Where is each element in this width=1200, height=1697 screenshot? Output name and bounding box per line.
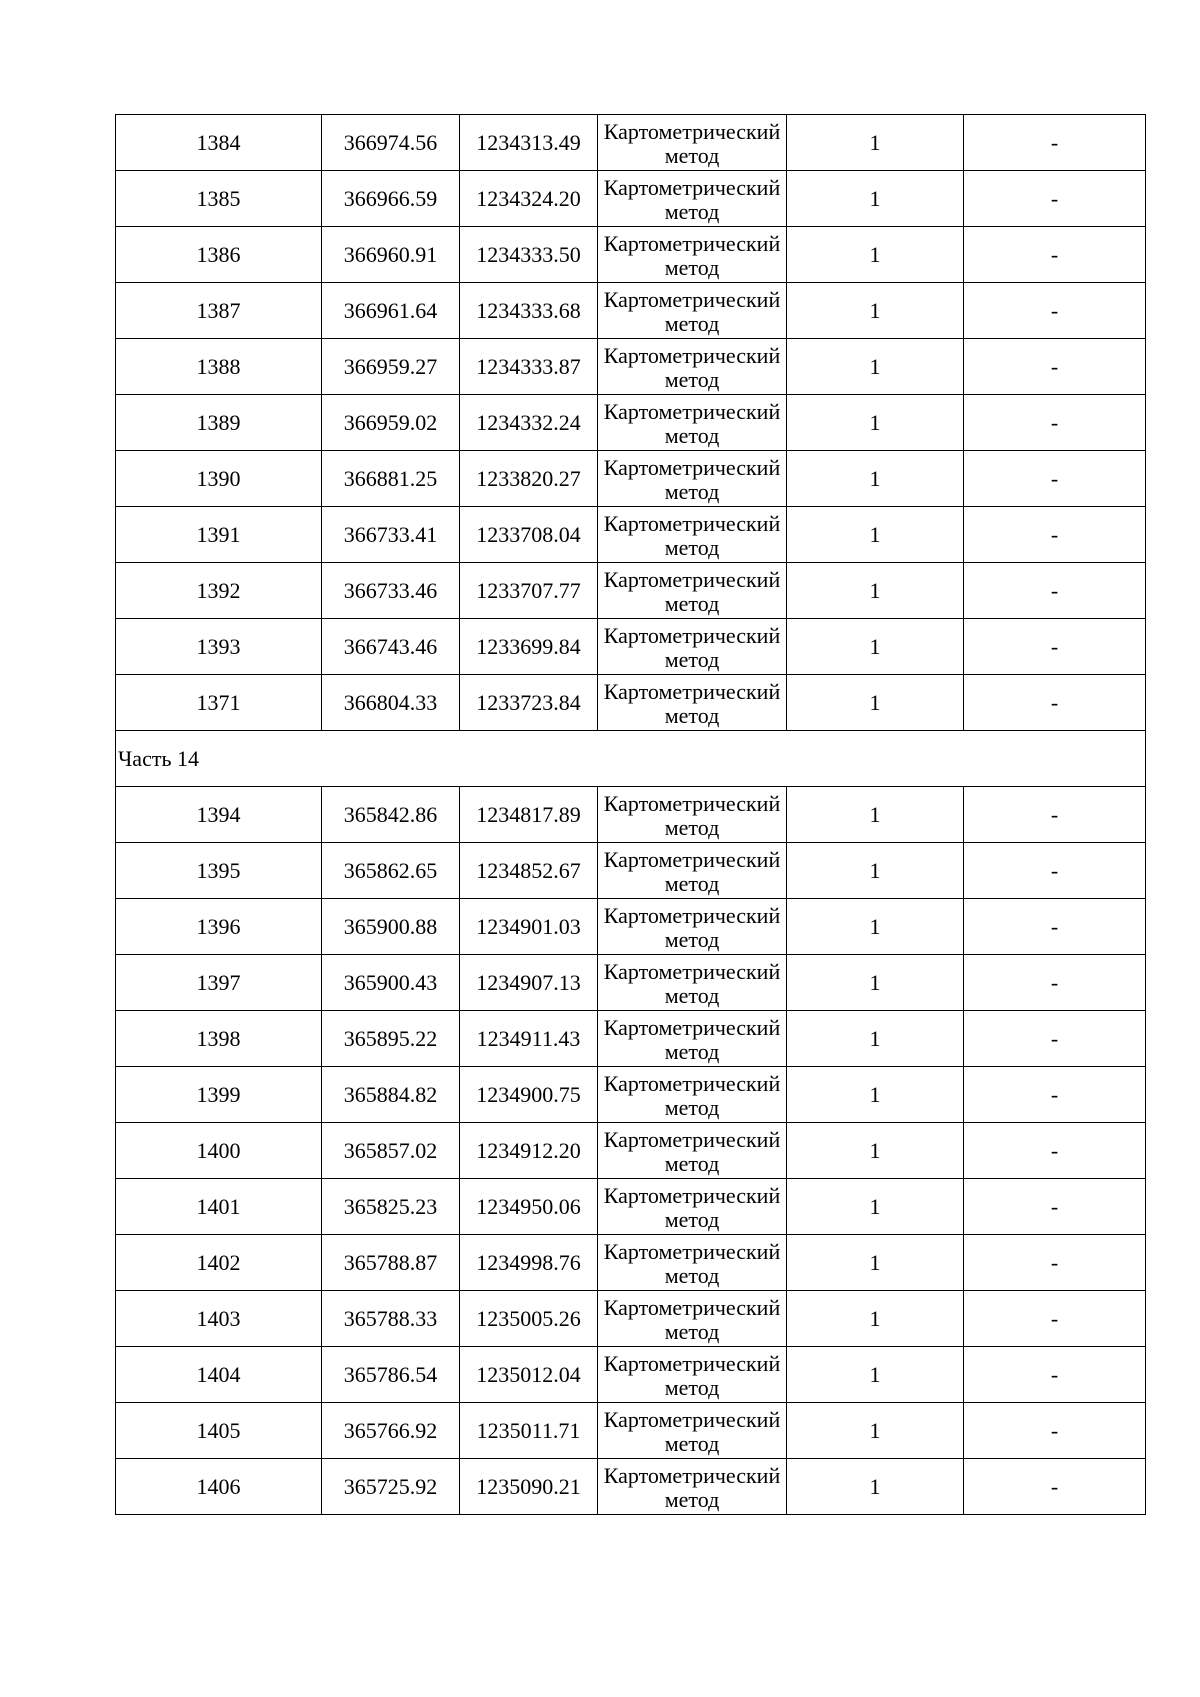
y-coordinate-cell: 1235090.21 [460,1459,598,1515]
accuracy-cell: 1 [787,339,964,395]
note-cell: - [964,1347,1146,1403]
table-row [116,395,1146,451]
method-text: Картометрический метод [603,790,781,840]
x-coordinate-cell: 366733.41 [322,507,460,563]
point-number-cell: 1402 [116,1235,322,1291]
table-row [116,227,1146,283]
note-cell: - [964,395,1146,451]
y-coordinate-cell: 1234333.87 [460,339,598,395]
table-row [116,899,1146,955]
y-coordinate-cell: 1235011.71 [460,1403,598,1459]
note-cell: - [964,675,1146,731]
point-number-cell: 1384 [116,115,322,171]
table-row [116,171,1146,227]
table-row [116,1123,1146,1179]
method-cell [598,1179,787,1235]
method-text: Картометрический метод [603,622,781,672]
accuracy-cell: 1 [787,1459,964,1515]
point-number-cell: 1387 [116,283,322,339]
table-row [116,1459,1146,1515]
table-row [116,507,1146,563]
x-coordinate-cell: 365857.02 [322,1123,460,1179]
x-coordinate-cell: 366959.02 [322,395,460,451]
method-text: Картометрический метод [603,1406,781,1456]
point-number-cell: 1403 [116,1291,322,1347]
method-text: Картометрический метод [603,1350,781,1400]
table-row [116,339,1146,395]
method-text: Картометрический метод [603,174,781,224]
accuracy-cell: 1 [787,1347,964,1403]
x-coordinate-cell: 366974.56 [322,115,460,171]
method-cell [598,115,787,171]
table-row [116,843,1146,899]
method-cell [598,1235,787,1291]
method-cell [598,843,787,899]
method-text: Картометрический метод [603,846,781,896]
y-coordinate-cell: 1234324.20 [460,171,598,227]
x-coordinate-cell: 365900.43 [322,955,460,1011]
x-coordinate-cell: 365825.23 [322,1179,460,1235]
x-coordinate-cell: 365725.92 [322,1459,460,1515]
x-coordinate-cell: 366961.64 [322,283,460,339]
accuracy-cell: 1 [787,395,964,451]
note-cell: - [964,1179,1146,1235]
point-number-cell: 1398 [116,1011,322,1067]
method-cell [598,171,787,227]
section-label: Часть 14 [116,731,1146,787]
accuracy-cell: 1 [787,1011,964,1067]
note-cell: - [964,1403,1146,1459]
point-number-cell: 1397 [116,955,322,1011]
table-body-part-a [116,115,1146,731]
x-coordinate-cell: 366966.59 [322,171,460,227]
point-number-cell: 1394 [116,787,322,843]
note-cell: - [964,1459,1146,1515]
accuracy-cell: 1 [787,507,964,563]
table-row [116,787,1146,843]
method-text: Картометрический метод [603,902,781,952]
note-cell: - [964,563,1146,619]
y-coordinate-cell: 1233699.84 [460,619,598,675]
method-cell [598,675,787,731]
point-number-cell: 1389 [116,395,322,451]
method-text: Картометрический метод [603,230,781,280]
y-coordinate-cell: 1234313.49 [460,115,598,171]
table-row [116,451,1146,507]
method-cell [598,899,787,955]
x-coordinate-cell: 366881.25 [322,451,460,507]
method-text: Картометрический метод [603,1238,781,1288]
accuracy-cell: 1 [787,1123,964,1179]
point-number-cell: 1405 [116,1403,322,1459]
y-coordinate-cell: 1235005.26 [460,1291,598,1347]
method-cell [598,507,787,563]
method-text: Картометрический метод [603,1070,781,1120]
point-number-cell: 1385 [116,171,322,227]
point-number-cell: 1393 [116,619,322,675]
method-cell [598,1291,787,1347]
point-number-cell: 1400 [116,1123,322,1179]
y-coordinate-cell: 1234912.20 [460,1123,598,1179]
y-coordinate-cell: 1234333.68 [460,283,598,339]
method-text: Картометрический метод [603,678,781,728]
note-cell: - [964,115,1146,171]
point-number-cell: 1395 [116,843,322,899]
note-cell: - [964,619,1146,675]
method-cell [598,1067,787,1123]
accuracy-cell: 1 [787,451,964,507]
method-text: Картометрический метод [603,1126,781,1176]
x-coordinate-cell: 366733.46 [322,563,460,619]
y-coordinate-cell: 1234900.75 [460,1067,598,1123]
point-number-cell: 1371 [116,675,322,731]
y-coordinate-cell: 1233723.84 [460,675,598,731]
table-row [116,115,1146,171]
accuracy-cell: 1 [787,227,964,283]
note-cell: - [964,339,1146,395]
table-row [116,675,1146,731]
note-cell: - [964,1123,1146,1179]
method-cell [598,227,787,283]
table-row [116,1403,1146,1459]
y-coordinate-cell: 1234817.89 [460,787,598,843]
method-text: Картометрический метод [603,1182,781,1232]
table-row [116,283,1146,339]
accuracy-cell: 1 [787,787,964,843]
note-cell: - [964,507,1146,563]
point-number-cell: 1388 [116,339,322,395]
x-coordinate-cell: 365788.33 [322,1291,460,1347]
method-cell [598,1123,787,1179]
accuracy-cell: 1 [787,843,964,899]
x-coordinate-cell: 366959.27 [322,339,460,395]
accuracy-cell: 1 [787,899,964,955]
method-cell [598,395,787,451]
accuracy-cell: 1 [787,675,964,731]
method-text: Картометрический метод [603,118,781,168]
method-text: Картометрический метод [603,1462,781,1512]
table-row [116,1067,1146,1123]
method-cell [598,563,787,619]
x-coordinate-cell: 365842.86 [322,787,460,843]
y-coordinate-cell: 1234907.13 [460,955,598,1011]
point-number-cell: 1396 [116,899,322,955]
method-cell [598,1011,787,1067]
x-coordinate-cell: 365862.65 [322,843,460,899]
x-coordinate-cell: 365884.82 [322,1067,460,1123]
x-coordinate-cell: 366960.91 [322,227,460,283]
accuracy-cell: 1 [787,563,964,619]
accuracy-cell: 1 [787,171,964,227]
method-text: Картометрический метод [603,1014,781,1064]
point-number-cell: 1404 [116,1347,322,1403]
note-cell: - [964,787,1146,843]
point-number-cell: 1399 [116,1067,322,1123]
accuracy-cell: 1 [787,1179,964,1235]
y-coordinate-cell: 1233820.27 [460,451,598,507]
x-coordinate-cell: 365786.54 [322,1347,460,1403]
method-text: Картометрический метод [603,958,781,1008]
table-row [116,1347,1146,1403]
note-cell: - [964,1235,1146,1291]
y-coordinate-cell: 1234852.67 [460,843,598,899]
method-text: Картометрический метод [603,286,781,336]
note-cell: - [964,1011,1146,1067]
table-row [116,1235,1146,1291]
method-text: Картометрический метод [603,566,781,616]
table-row [116,563,1146,619]
note-cell: - [964,899,1146,955]
accuracy-cell: 1 [787,1235,964,1291]
note-cell: - [964,451,1146,507]
y-coordinate-cell: 1234998.76 [460,1235,598,1291]
section-header-row [116,731,1146,787]
table-body-section [116,731,1146,787]
note-cell: - [964,227,1146,283]
x-coordinate-cell: 365900.88 [322,899,460,955]
table-row [116,1291,1146,1347]
table-row [116,1179,1146,1235]
method-cell [598,619,787,675]
method-text: Картометрический метод [603,1294,781,1344]
y-coordinate-cell: 1234901.03 [460,899,598,955]
point-number-cell: 1390 [116,451,322,507]
method-text: Картометрический метод [603,398,781,448]
y-coordinate-cell: 1234911.43 [460,1011,598,1067]
x-coordinate-cell: 365895.22 [322,1011,460,1067]
y-coordinate-cell: 1234950.06 [460,1179,598,1235]
accuracy-cell: 1 [787,283,964,339]
point-number-cell: 1392 [116,563,322,619]
accuracy-cell: 1 [787,115,964,171]
y-coordinate-cell: 1234333.50 [460,227,598,283]
method-cell [598,283,787,339]
y-coordinate-cell: 1235012.04 [460,1347,598,1403]
accuracy-cell: 1 [787,1291,964,1347]
point-number-cell: 1391 [116,507,322,563]
point-number-cell: 1406 [116,1459,322,1515]
method-text: Картометрический метод [603,454,781,504]
method-text: Картометрический метод [603,342,781,392]
coordinates-table [115,114,1146,1515]
y-coordinate-cell: 1234332.24 [460,395,598,451]
method-cell [598,451,787,507]
note-cell: - [964,1067,1146,1123]
method-cell [598,955,787,1011]
x-coordinate-cell: 366804.33 [322,675,460,731]
method-cell [598,1347,787,1403]
note-cell: - [964,843,1146,899]
x-coordinate-cell: 365766.92 [322,1403,460,1459]
x-coordinate-cell: 365788.87 [322,1235,460,1291]
note-cell: - [964,283,1146,339]
y-coordinate-cell: 1233707.77 [460,563,598,619]
accuracy-cell: 1 [787,619,964,675]
note-cell: - [964,171,1146,227]
table-body-part-b [116,787,1146,1515]
accuracy-cell: 1 [787,955,964,1011]
method-cell [598,339,787,395]
method-cell [598,1459,787,1515]
x-coordinate-cell: 366743.46 [322,619,460,675]
accuracy-cell: 1 [787,1067,964,1123]
table-row [116,619,1146,675]
method-text: Картометрический метод [603,510,781,560]
point-number-cell: 1386 [116,227,322,283]
point-number-cell: 1401 [116,1179,322,1235]
note-cell: - [964,955,1146,1011]
note-cell: - [964,1291,1146,1347]
table-row [116,1011,1146,1067]
method-cell [598,1403,787,1459]
accuracy-cell: 1 [787,1403,964,1459]
table-row [116,955,1146,1011]
method-cell [598,787,787,843]
y-coordinate-cell: 1233708.04 [460,507,598,563]
